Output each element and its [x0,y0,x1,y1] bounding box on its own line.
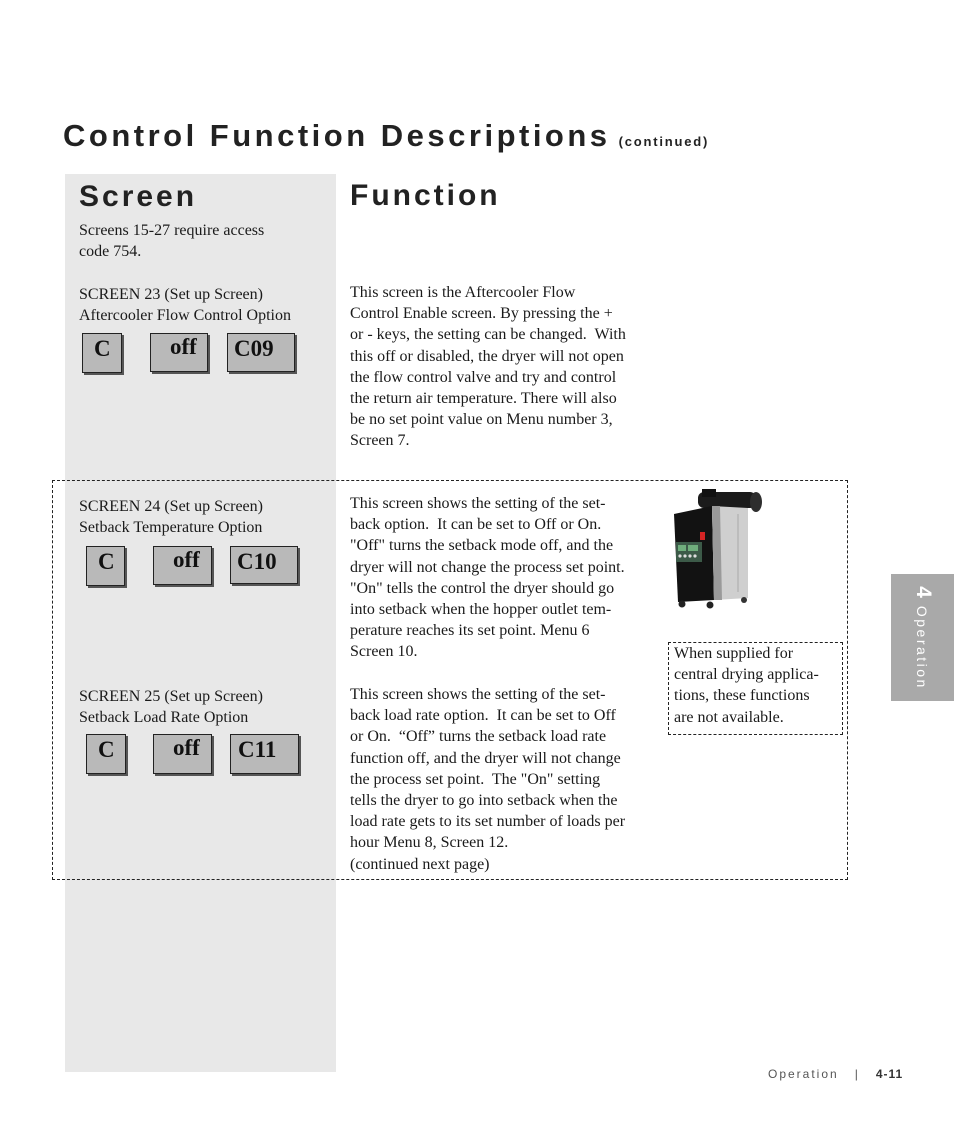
chapter-number: 4 [911,585,935,598]
screen-24-display-left: C [86,546,125,586]
access-code-note: Screens 15-27 require access code 754. [79,222,265,261]
function-column-header: Function [350,179,501,212]
screen-24-label: SCREEN 24 (Set up Screen) Setback Temperature Option [79,498,263,537]
screen-24-description: This screen shows the setting of the set- back option. It can be set to Off or On. "Off" turns the setback mode off, and the dryer will not change the process set point. "On" tells the control the dryer should go into setback when the hopper outlet tem- perature reaches its set point. Menu 6 Screen 10. [350,495,625,661]
screen-column-header: Screen [79,180,198,213]
screen-25-description: This screen shows the setting of the set- back load rate option. It can be set to Off or On. “Off” turns the setback load rate function off, and the dryer will not change the process set point. The "On" setting tells the dryer to go into setback when the load rate gets to its set number of loads per hour Menu 8, Screen 12. (continued next page) [350,686,626,873]
chapter-side-tab [891,574,954,701]
chapter-label: Operation [913,605,930,690]
page-title [63,118,709,154]
central-drying-note: When supplied for central drying applica- tions, these functions are not available. [674,645,819,726]
page-title-suffix: (continued) [618,134,710,149]
dryer-unit-image [668,488,764,613]
screen-25-display-left: C [86,734,126,774]
page-title-text: Control Function Descriptions [63,118,611,153]
screen-23-display-right: C09 [227,333,295,372]
screen-23-display-middle: off [150,333,208,372]
screen-25-label: SCREEN 25 (Set up Screen) Setback Load Rate Option [79,688,263,727]
footer-separator: | [854,1067,860,1081]
screen-24-display-right: C10 [230,546,298,584]
page-footer [768,1067,903,1081]
screen-25-display-middle: off [153,734,212,774]
page-number: 4-11 [875,1067,904,1081]
screen-23-display-left: C [82,333,122,373]
screen-23-description: This screen is the Aftercooler Flow Control Enable screen. By pressing the + or - keys, the setting can be changed. With this off or disabled, the dryer will not open the flow control valve and try and control the return air temperature. There will also be no set point value on Menu number 3, Screen 7. [350,284,626,450]
footer-section: Operation [768,1067,839,1081]
screen-24-display-middle: off [153,546,212,585]
screen-25-display-right: C11 [230,734,299,774]
screen-23-label: SCREEN 23 (Set up Screen) Aftercooler Flow Control Option [79,286,291,325]
